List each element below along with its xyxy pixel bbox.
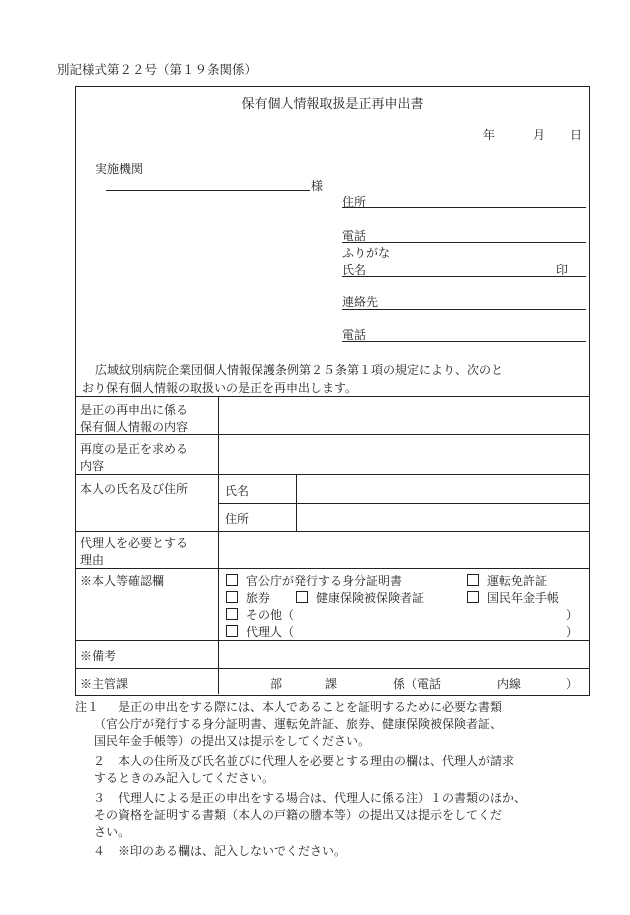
contact-label: 連絡先 — [342, 295, 379, 309]
date-day-label: 日 — [570, 128, 583, 142]
row-divider — [218, 503, 589, 504]
note-3-line-3: さい。 — [94, 825, 131, 839]
agent-reason-label-2: 理由 — [80, 553, 105, 567]
dept-ka: 課 — [325, 677, 338, 691]
note-2-line-2: するときのみ記入してください。 — [94, 771, 275, 785]
target-info-field[interactable] — [220, 398, 587, 433]
intro-line-2: おり保有個人情報の取扱いの是正を再申出します。 — [82, 381, 358, 395]
seal-mark: 印 — [556, 263, 569, 277]
dept-bu: 部 — [270, 677, 283, 691]
note-3-line-1: 代理人による是正の申出をする場合は、代理人に係る注）１の書類のほか、 — [118, 791, 527, 805]
agent-reason-field[interactable] — [220, 533, 587, 567]
option-passport[interactable]: 旅券 — [226, 589, 270, 606]
applicant-furigana-label: ふりがな — [342, 246, 391, 260]
contact-phone-label: 電話 — [342, 328, 367, 342]
recipient-label: 実施機関 — [95, 162, 144, 176]
dept-kakari: 係（電話 — [393, 677, 442, 691]
recipient-name-line[interactable] — [106, 190, 310, 191]
target-info-label-1: 是正の再申出に係る — [80, 403, 189, 417]
note-2-line-1: 本人の住所及び氏名並びに代理人を必要とする理由の欄は、代理人が請求 — [118, 754, 515, 768]
identity-name-label: 氏名 — [225, 484, 250, 498]
checkbox[interactable] — [467, 591, 479, 603]
option-drivers-license[interactable]: 運転免許証 — [467, 572, 547, 589]
identity-name-field[interactable] — [298, 476, 587, 502]
checkbox[interactable] — [296, 591, 308, 603]
checkbox[interactable] — [226, 625, 238, 637]
contact-phone-line[interactable] — [342, 341, 586, 342]
row-divider — [75, 668, 589, 669]
applicant-address-line[interactable] — [342, 207, 586, 208]
option-health-insurance[interactable]: 健康保険被保険者証 — [296, 589, 424, 606]
date-year-label: 年 — [483, 128, 496, 142]
row-divider — [75, 568, 589, 569]
row-divider — [75, 474, 589, 475]
row-divider — [75, 640, 589, 641]
option-pension-book[interactable]: 国民年金手帳 — [467, 589, 559, 606]
note-1-number: 注１ — [75, 700, 100, 714]
note-1-line-3: 国民年金手帳等）の提出又は提示をしてください。 — [94, 734, 371, 748]
checkbox[interactable] — [467, 574, 479, 586]
department-label: ※主管課 — [80, 677, 129, 691]
remarks-field[interactable] — [220, 642, 587, 667]
checkbox[interactable] — [226, 591, 238, 603]
note-2-number: ２ — [93, 754, 106, 768]
contact-line[interactable] — [342, 309, 586, 310]
dept-close: ） — [566, 677, 579, 691]
applicant-name-line[interactable] — [342, 276, 586, 277]
applicant-phone-label: 電話 — [342, 229, 367, 243]
option-id-card[interactable]: 官公庁が発行する身分証明書 — [226, 572, 402, 589]
note-3-line-2: その資格を証明する書類（本人の戸籍の謄本等）の提出又は提示をしてくだ — [94, 808, 503, 822]
table-top-border — [75, 396, 589, 397]
remarks-label: ※備考 — [80, 649, 117, 663]
checkbox[interactable] — [226, 608, 238, 620]
paren-close: ） — [566, 608, 579, 622]
recipient-honorific: 様 — [311, 179, 324, 193]
note-1-line-1: 是正の申出をする際には、本人であることを証明するために必要な書類 — [118, 700, 503, 714]
column-divider — [218, 396, 219, 694]
column-divider — [296, 474, 297, 531]
identity-address-field[interactable] — [298, 505, 587, 530]
checkbox[interactable] — [226, 574, 238, 586]
applicant-phone-line[interactable] — [342, 242, 586, 243]
target-info-label-2: 保有個人情報の内容 — [80, 420, 189, 434]
row-divider — [75, 531, 589, 532]
form-number: 別記様式第２２号（第１９条関係） — [57, 62, 258, 77]
paren-close: ） — [566, 625, 579, 639]
agent-reason-label-1: 代理人を必要とする — [80, 536, 189, 550]
note-4-line-1: ※印のある欄は、記入しないでください。 — [118, 844, 347, 858]
intro-line-1: 広域紋別病院企業団個人情報保護条例第２５条第１項の規定により、次のと — [95, 363, 504, 377]
dept-naisen: 内線 — [497, 677, 522, 691]
verification-label: ※本人等確認欄 — [80, 574, 165, 588]
document-title: 保有個人情報取扱是正再申出書 — [241, 97, 424, 112]
identity-address-label: 住所 — [225, 512, 250, 526]
request-content-label-1: 再度の是正を求める — [80, 442, 189, 456]
option-agent[interactable]: 代理人（ — [226, 623, 294, 640]
request-content-label-2: 内容 — [80, 459, 105, 473]
note-4-number: ４ — [93, 844, 106, 858]
applicant-address-label: 住所 — [342, 195, 367, 209]
date-month-label: 月 — [533, 128, 546, 142]
identity-label: 本人の氏名及び住所 — [80, 482, 189, 496]
request-content-field[interactable] — [220, 436, 587, 473]
applicant-name-label: 氏名 — [342, 263, 367, 277]
option-other[interactable]: その他（ — [226, 606, 294, 623]
note-1-line-2: （官公庁が発行する身分証明書、運転免許証、旅券、健康保険被保険者証、 — [94, 717, 503, 731]
note-3-number: ３ — [93, 791, 106, 805]
